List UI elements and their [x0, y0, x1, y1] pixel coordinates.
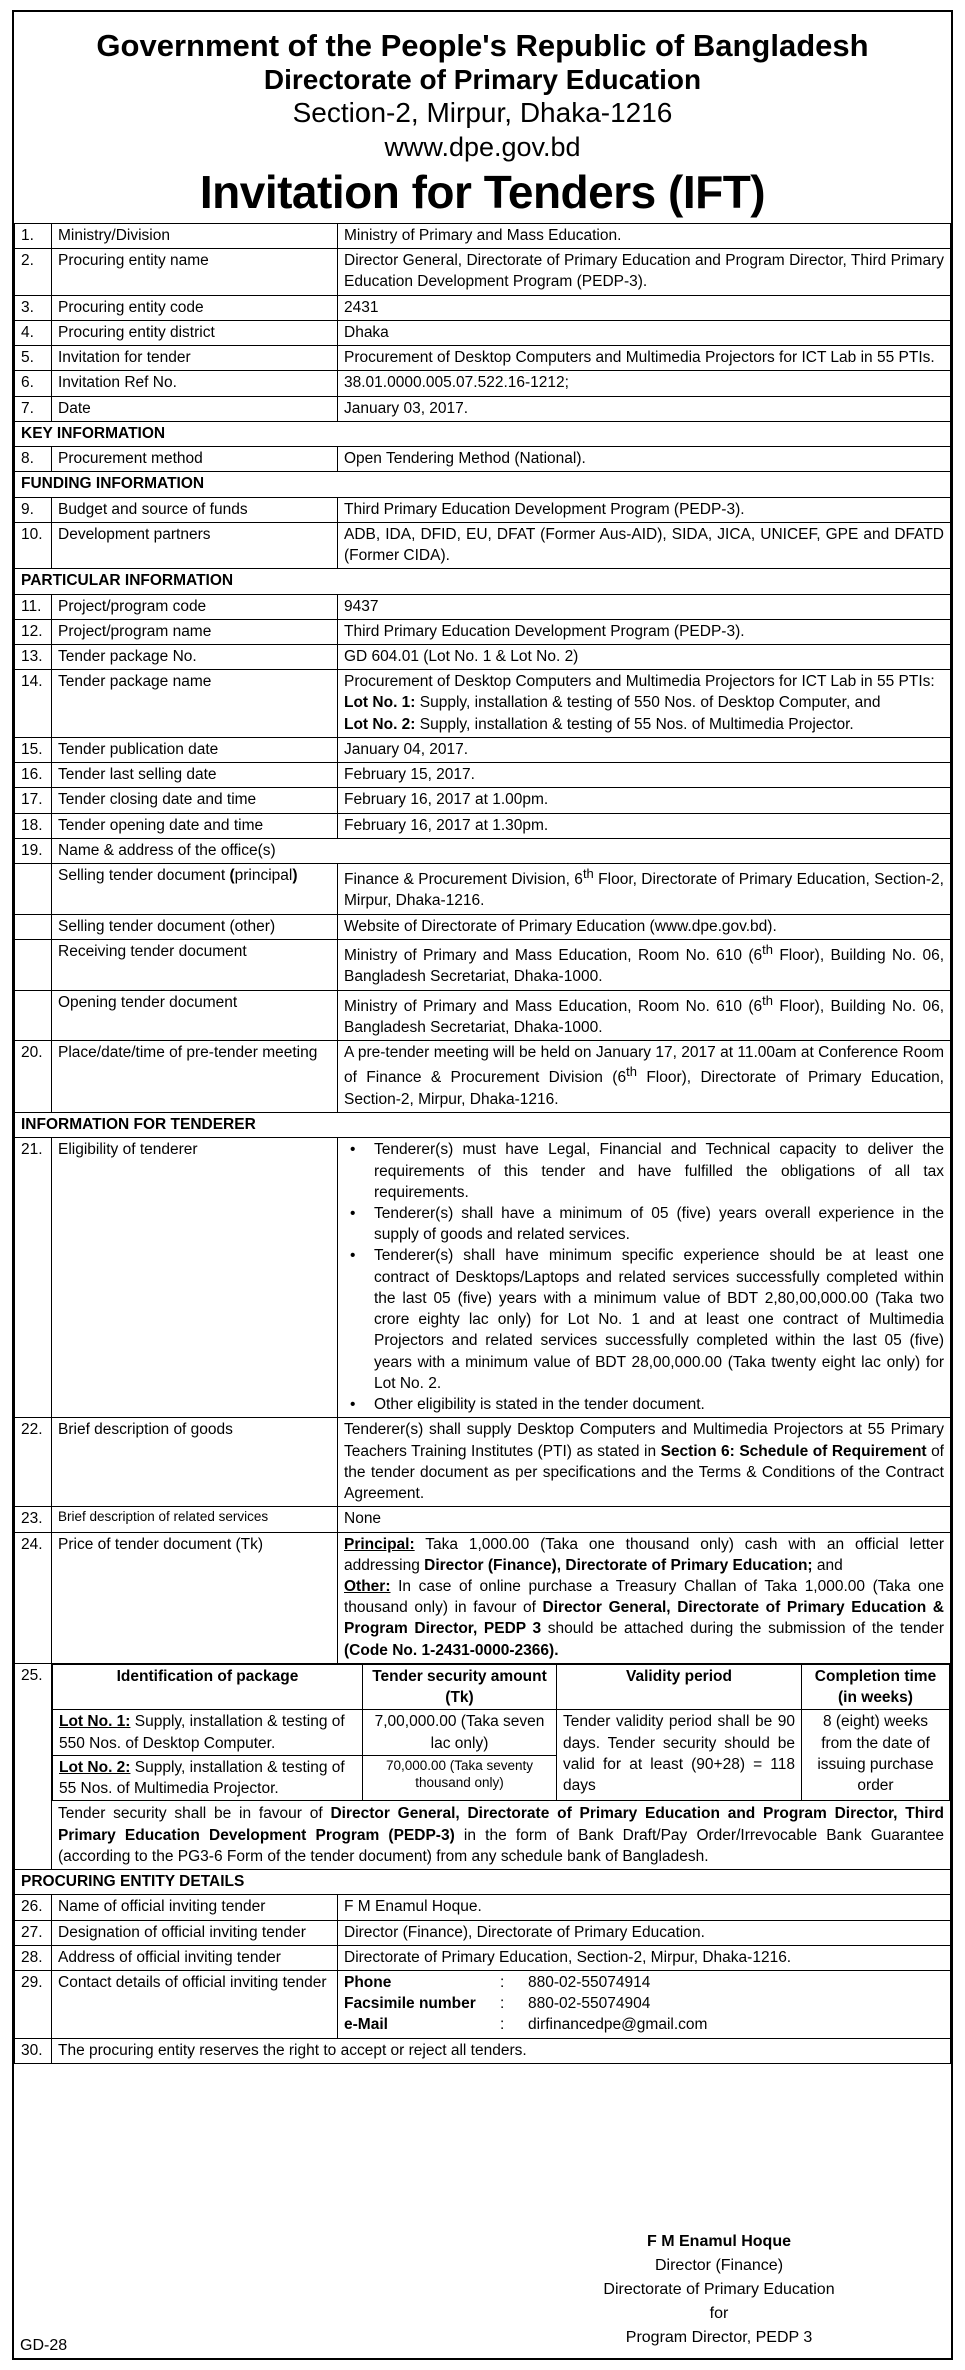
- row-value: 9437: [338, 594, 951, 619]
- column-header: Completion time (in weeks): [802, 1664, 950, 1709]
- row-number: 5.: [15, 346, 52, 371]
- row-number: 25.: [15, 1663, 52, 1869]
- lot-2-text: Supply, installation & testing of 55 Nos. of Multimedia Projector.: [415, 715, 854, 733]
- row-label: Brief description of goods: [52, 1418, 338, 1507]
- section-heading: [15, 472, 951, 497]
- table-row: [15, 1532, 951, 1663]
- value-part: Tenderer(s) shall supply Desktop Computers and Multimedia Projectors at 55 Primary Teachers Training Institutes (PTI) as stated in: [344, 1421, 944, 1460]
- table-row: [15, 644, 951, 669]
- govt-title: Government of the People's Republic of Bangladesh: [96, 28, 869, 63]
- table-row: [15, 914, 951, 939]
- validity-period: Tender validity period shall be 90 days. Tender security should be valid for at least (90+28) = 118 days: [557, 1710, 802, 1801]
- value-part: Director General, Directorate of Primary Education & Program Director, PEDP 3: [344, 1599, 944, 1638]
- table-row: [15, 864, 951, 915]
- row-value: [338, 864, 951, 915]
- lot-2-label: Lot No. 2:: [344, 715, 416, 733]
- superscript: th: [582, 866, 594, 882]
- row-number: 18.: [15, 813, 52, 838]
- row-value: January 03, 2017.: [338, 396, 951, 421]
- table-row: [15, 497, 951, 522]
- label-part: principal: [234, 867, 293, 885]
- value-part: Director (Finance), Directorate of Primary Education;: [424, 1556, 813, 1574]
- signatory-program: Program Director, PEDP 3: [625, 2329, 813, 2346]
- row-value: Third Primary Education Development Program (PEDP-3).: [338, 497, 951, 522]
- row-label: Receiving tender document: [52, 939, 338, 990]
- section-title: PARTICULAR INFORMATION: [15, 569, 951, 594]
- list-item: • Tenderer(s) shall have a minimum of 05 (five) years overall experience in the supply of goods and related services.: [374, 1203, 944, 1245]
- list-item: • Tenderer(s) shall have minimum specific experience should be at least one contract of Desktops/Laptops and related services successfully completed within the last 05 (five) years with a minimum value of BDT 2,80,00,000.00 (Taka two crore eighty lac only) for Lot No. 1 and at least one contract of Multimedia Projectors and related services successfully completed within the last 05 (five) years with a minimum value of BDT 28,00,000.00 (Taka twenty eight lac only) for Lot No. 2.: [374, 1245, 944, 1394]
- value-part: Floor), Directorate of Primary Education, Section-2, Mirpur, Dhaka-1216.: [344, 1069, 944, 1108]
- lot-1-line: [344, 692, 944, 713]
- superscript: th: [762, 992, 773, 1008]
- table-row: [53, 1710, 950, 1755]
- value-part: Section 6: Schedule of Requirement: [660, 1442, 927, 1460]
- row-label: Tender package No.: [52, 644, 338, 669]
- row-value: [338, 990, 951, 1041]
- row-label: Development partners: [52, 522, 338, 568]
- table-row: [15, 320, 951, 345]
- row-label: Brief description of related services: [52, 1507, 338, 1532]
- contact-row: [344, 2014, 944, 2035]
- lot-2-text: Supply, installation & testing of 55 Nos. of Multimedia Projector.: [59, 1758, 345, 1798]
- value-part: Other:: [344, 1577, 391, 1595]
- table-row: [53, 1664, 950, 1709]
- column-header: Tender security amount (Tk): [363, 1664, 557, 1709]
- table-row: [15, 1920, 951, 1945]
- row-value: Open Tendering Method (National).: [338, 447, 951, 472]
- security-amount: 70,000.00 (Taka seventy thousand only): [363, 1755, 557, 1800]
- row-number: 17.: [15, 788, 52, 813]
- row-label: Procurement method: [52, 447, 338, 472]
- table-row: [15, 619, 951, 644]
- table-row: [15, 670, 951, 738]
- row-label: Designation of official inviting tender: [52, 1920, 338, 1945]
- row-label: Invitation for tender: [52, 346, 338, 371]
- row-label: Name of official inviting tender: [52, 1895, 338, 1920]
- row-number: 27.: [15, 1920, 52, 1945]
- signature-block: [574, 2230, 864, 2350]
- row-label: [52, 864, 338, 915]
- column-header: Validity period: [557, 1664, 802, 1709]
- row-label: Contact details of official inviting tender: [52, 1970, 338, 2038]
- value-part: Director General, Directorate of Primary Education and Program Director, Third Primary Education Development Program (PEDP-3): [58, 1805, 944, 1844]
- table-row: [15, 838, 951, 863]
- row-value: ADB, IDA, DFID, EU, DFAT (Former Aus-AID), SIDA, JICA, UNICEF, GPE and DFATD (Former CIDA).: [338, 522, 951, 568]
- table-row: [15, 249, 951, 295]
- table-row: [15, 1945, 951, 1970]
- row-number: 7.: [15, 396, 52, 421]
- contact-row: [344, 1972, 944, 1993]
- table-row: [15, 737, 951, 762]
- row-label: Tender opening date and time: [52, 813, 338, 838]
- row-label: Name & address of the office(s): [52, 838, 951, 863]
- row-number: [15, 914, 52, 939]
- value-part: Ministry of Primary and Mass Education, Room No. 610 (6: [344, 997, 763, 1015]
- row-number: 2.: [15, 249, 52, 295]
- row-number: 30.: [15, 2038, 52, 2063]
- table-row: [15, 371, 951, 396]
- section-heading: [15, 1870, 951, 1895]
- row-value: None: [338, 1507, 951, 1532]
- lot-1-label: Lot No. 1:: [59, 1713, 131, 1731]
- row-number: 10.: [15, 522, 52, 568]
- table-row: [15, 1895, 951, 1920]
- row-value: F M Enamul Hoque.: [338, 1895, 951, 1920]
- value-part: should be attached during the submission of the tender: [541, 1620, 944, 1638]
- row-value: [338, 1138, 951, 1418]
- row-number: 9.: [15, 497, 52, 522]
- table-row: [15, 447, 951, 472]
- phone-label: Phone: [344, 1973, 392, 1991]
- tender-notice: [12, 10, 953, 2360]
- row-number: 22.: [15, 1418, 52, 1507]
- row-number: [15, 939, 52, 990]
- lot-2-line: [344, 714, 944, 735]
- security-table: [52, 1664, 950, 1801]
- label-part: ): [292, 867, 298, 885]
- row-label: Date: [52, 396, 338, 421]
- email-label: e-Mail: [344, 2016, 388, 2034]
- value-part: (Code No. 1-2431-0000-2366).: [344, 1641, 559, 1659]
- row-number: 26.: [15, 1895, 52, 1920]
- row-label: Procuring entity code: [52, 295, 338, 320]
- security-amount: 7,00,000.00 (Taka seven lac only): [363, 1710, 557, 1755]
- fax-value: 880-02-55074904: [528, 1995, 651, 2013]
- row-number: 14.: [15, 670, 52, 738]
- completion-time: 8 (eight) weeks from the date of issuing purchase order: [802, 1710, 950, 1801]
- lot-1-text: Supply, installation & testing of 550 Nos. of Desktop Computer, and: [415, 694, 881, 712]
- package-name: Procurement of Desktop Computers and Multimedia Projectors for ICT Lab in 55 PTIs:: [344, 673, 935, 691]
- other-price: [344, 1576, 944, 1661]
- row-value: 38.01.0000.005.07.522.16-1212;: [338, 371, 951, 396]
- row-label: Price of tender document (Tk): [52, 1532, 338, 1663]
- security-note: [52, 1803, 950, 1867]
- package-cell: [53, 1755, 363, 1800]
- row-value: [338, 670, 951, 738]
- row-number: 29.: [15, 1970, 52, 2038]
- row-value: January 04, 2017.: [338, 737, 951, 762]
- contact-table: [344, 1972, 944, 2036]
- row-value: [338, 1041, 951, 1113]
- table-row: [15, 295, 951, 320]
- row-label: Tender last selling date: [52, 763, 338, 788]
- column-header: Identification of package: [53, 1664, 363, 1709]
- row-value: GD 604.01 (Lot No. 1 & Lot No. 2): [338, 644, 951, 669]
- row-value: Third Primary Education Development Program (PEDP-3).: [338, 619, 951, 644]
- row-label: Place/date/time of pre-tender meeting: [52, 1041, 338, 1113]
- row-value: [52, 1663, 951, 1869]
- row-label: Procuring entity name: [52, 249, 338, 295]
- separator: :: [500, 2016, 505, 2034]
- table-row: [15, 1138, 951, 1418]
- row-value: The procuring entity reserves the right to accept or reject all tenders.: [52, 2038, 951, 2063]
- list-item: • Tenderer(s) must have Legal, Financial and Technical capacity to deliver the requirements of this tender and have fulfilled the obligations of all tax requirements.: [374, 1139, 944, 1203]
- section-heading: [15, 421, 951, 446]
- phone-value: 880-02-55074914: [528, 1973, 651, 1991]
- row-value: Director General, Directorate of Primary Education and Program Director, Third Primary Education Development Program (PEDP-3).: [338, 249, 951, 295]
- row-value: Dhaka: [338, 320, 951, 345]
- row-value: [338, 1532, 951, 1663]
- table-row: [15, 224, 951, 249]
- label-part: (: [229, 867, 235, 885]
- value-part: Ministry of Primary and Mass Education, Room No. 610 (6: [344, 947, 763, 965]
- row-number: [15, 864, 52, 915]
- value-part: in the form of Bank Draft/Pay Order/Irrevocable Bank Guarantee (according to the PG3-6 Form of the tender document) from any schedule bank of Bangladesh.: [58, 1826, 944, 1865]
- table-row: [15, 763, 951, 788]
- value-part: of the tender document as per specifications and the Terms & Conditions of the Contract Agreement.: [344, 1442, 944, 1503]
- row-label: Procuring entity district: [52, 320, 338, 345]
- row-label: Opening tender document: [52, 990, 338, 1041]
- table-row: [15, 1970, 951, 2038]
- value-part: Tender security shall be in favour of: [58, 1805, 331, 1823]
- row-number: 4.: [15, 320, 52, 345]
- value-part: In case of online purchase a Treasury Challan of Taka 1,000.00 (Taka one thousand only) in favour of: [344, 1577, 944, 1617]
- row-number: 24.: [15, 1532, 52, 1663]
- table-row: [15, 990, 951, 1041]
- row-number: 6.: [15, 371, 52, 396]
- section-title: PROCURING ENTITY DETAILS: [15, 1870, 951, 1895]
- lot-1-text: Supply, installation & testing of 550 Nos. of Desktop Computer.: [59, 1713, 345, 1752]
- row-label: Project/program name: [52, 619, 338, 644]
- row-label: Project/program code: [52, 594, 338, 619]
- section-heading: [15, 1113, 951, 1138]
- section-heading: [15, 569, 951, 594]
- package-cell: [53, 1710, 363, 1755]
- signatory-designation: Director (Finance): [654, 2257, 784, 2274]
- superscript: th: [626, 1064, 637, 1080]
- table-row: [15, 939, 951, 990]
- section-title: INFORMATION FOR TENDERER: [15, 1113, 951, 1138]
- row-label: Eligibility of tenderer: [52, 1138, 338, 1418]
- website-line: www.dpe.gov.bd: [384, 132, 581, 162]
- row-label: Invitation Ref No.: [52, 371, 338, 396]
- row-number: 13.: [15, 644, 52, 669]
- row-value: Ministry of Primary and Mass Education.: [338, 224, 951, 249]
- row-value: Directorate of Primary Education, Section-2, Mirpur, Dhaka-1216.: [338, 1945, 951, 1970]
- row-label: Address of official inviting tender: [52, 1945, 338, 1970]
- row-number: 15.: [15, 737, 52, 762]
- table-row: [15, 813, 951, 838]
- row-value: [338, 1970, 951, 2038]
- table-row: [15, 1663, 951, 1869]
- row-number: 28.: [15, 1945, 52, 1970]
- row-number: 8.: [15, 447, 52, 472]
- row-label: Tender package name: [52, 670, 338, 738]
- superscript: th: [762, 941, 773, 957]
- fax-label: Facsimile number: [344, 1995, 476, 2013]
- contact-row: [344, 1993, 944, 2014]
- row-value: Website of Directorate of Primary Education (www.dpe.gov.bd).: [338, 914, 951, 939]
- row-number: 19.: [15, 838, 52, 863]
- value-part: and: [812, 1556, 843, 1574]
- lot-1-label: Lot No. 1:: [344, 694, 416, 712]
- row-number: [15, 990, 52, 1041]
- table-row: [15, 1041, 951, 1113]
- row-number: 3.: [15, 295, 52, 320]
- document-code: GD-28: [20, 2337, 68, 2354]
- table-row: [15, 788, 951, 813]
- signatory-office: Directorate of Primary Education: [603, 2281, 835, 2298]
- row-number: 21.: [15, 1138, 52, 1418]
- row-label: Tender closing date and time: [52, 788, 338, 813]
- row-label: Ministry/Division: [52, 224, 338, 249]
- section-title: KEY INFORMATION: [15, 421, 951, 446]
- row-value: 2431: [338, 295, 951, 320]
- row-number: 16.: [15, 763, 52, 788]
- table-row: [15, 396, 951, 421]
- value-part: Taka 1,000.00 (Taka one thousand only) cash with an official letter addressing: [344, 1535, 944, 1574]
- row-value: [338, 939, 951, 990]
- value-part: Principal:: [344, 1535, 415, 1553]
- table-row: [15, 594, 951, 619]
- row-number: 12.: [15, 619, 52, 644]
- table-row: [15, 2038, 951, 2063]
- eligibility-list: [344, 1139, 944, 1415]
- value-part: Finance & Procurement Division, 6: [344, 871, 583, 889]
- row-label: Tender publication date: [52, 737, 338, 762]
- list-item: • Other eligibility is stated in the tender document.: [374, 1394, 944, 1415]
- row-number: 23.: [15, 1507, 52, 1532]
- row-value: February 16, 2017 at 1.00pm.: [338, 788, 951, 813]
- signatory-for: for: [709, 2305, 729, 2322]
- table-row: [15, 1418, 951, 1507]
- value-part: Floor), Building No. 06, Bangladesh Secretariat, Dhaka-1000.: [344, 997, 944, 1036]
- row-number: 1.: [15, 224, 52, 249]
- row-number: 11.: [15, 594, 52, 619]
- row-label: Budget and source of funds: [52, 497, 338, 522]
- row-value: Procurement of Desktop Computers and Multimedia Projectors for ICT Lab in 55 PTIs.: [338, 346, 951, 371]
- principal-price: [344, 1534, 944, 1576]
- signatory-name: F M Enamul Hoque: [647, 2233, 791, 2250]
- tender-table: [14, 223, 951, 2064]
- lot-2-label: Lot No. 2:: [59, 1758, 131, 1776]
- table-row: [15, 346, 951, 371]
- address-line: Section-2, Mirpur, Dhaka-1216: [292, 97, 673, 128]
- row-value: Director (Finance), Directorate of Primary Education.: [338, 1920, 951, 1945]
- section-title: FUNDING INFORMATION: [15, 472, 951, 497]
- directorate-name: Directorate of Primary Education: [263, 64, 702, 95]
- separator: :: [500, 1973, 505, 1991]
- table-row: [15, 522, 951, 568]
- row-value: February 16, 2017 at 1.30pm.: [338, 813, 951, 838]
- separator: :: [500, 1995, 505, 2013]
- label-part: Selling tender document: [58, 867, 230, 885]
- value-part: Floor, Directorate of Primary Education, Section-2, Mirpur, Dhaka-1216.: [344, 871, 944, 910]
- page-title: Invitation for Tenders (IFT): [199, 166, 766, 218]
- row-value: February 15, 2017.: [338, 763, 951, 788]
- notice-header: [14, 12, 951, 217]
- value-part: Floor), Building No. 06, Bangladesh Secretariat, Dhaka-1000.: [344, 947, 944, 986]
- row-value: [338, 1418, 951, 1507]
- email-value: dirfinancedpe@gmail.com: [528, 2016, 708, 2034]
- value-part: A pre-tender meeting will be held on January 17, 2017 at 11.00am at Conference Room of Finance & Procurement Division (6: [344, 1044, 944, 1087]
- table-row: [15, 1507, 951, 1532]
- row-label: Selling tender document (other): [52, 914, 338, 939]
- row-number: 20.: [15, 1041, 52, 1113]
